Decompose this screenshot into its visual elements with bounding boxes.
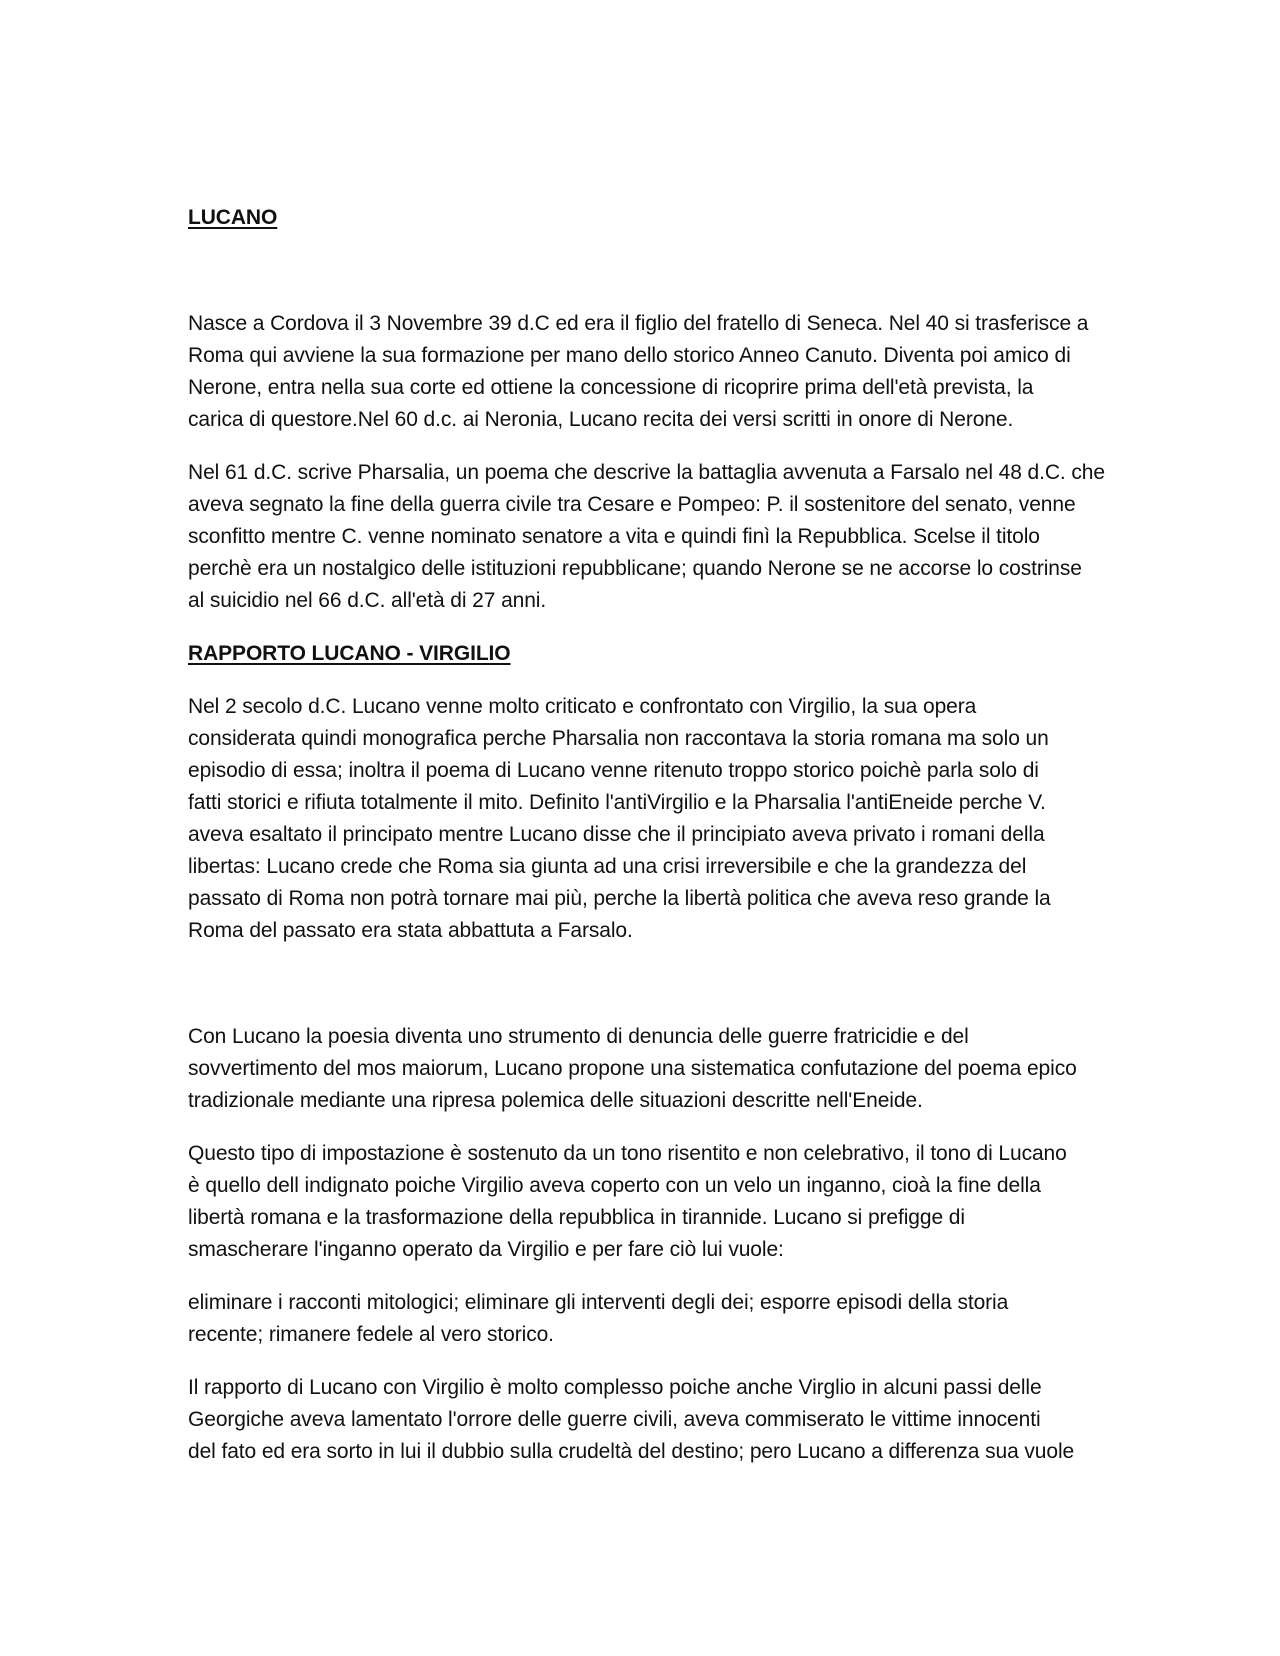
section-heading: RAPPORTO LUCANO - VIRGILIO [188,642,511,665]
paragraph-2-line-1: Nel 61 d.C. scrive Pharsalia, un poema che descrive la battaglia avvenuta a Farsalo nel 48 d.C. che [188,461,1105,484]
paragraph-1-line-3: Nerone, entra nella sua corte ed ottiene la concessione di ricoprire prima dell'età prevista, la [188,376,1034,399]
paragraph-7-line-1: Il rapporto di Lucano con Virgilio è molto complesso poiche anche Virglio in alcuni passi delle [188,1376,1042,1399]
document-title: LUCANO [188,206,278,229]
paragraph-7-line-3: del fato ed era sorto in lui il dubbio sulla crudeltà del destino; pero Lucano a differenza sua vuole [188,1440,1075,1463]
paragraph-2-line-2: aveva segnato la fine della guerra civile tra Cesare e Pompeo: P. il sostenitore del senato, venne [188,493,1076,516]
paragraph-3-line-8: Roma del passato era stata abbattuta a Farsalo. [188,919,633,942]
document-page [188,0,1105,1656]
paragraph-3-line-5: aveva esaltato il principato mentre Lucano disse che il principiato aveva privato i romani della [188,823,1045,846]
paragraph-1-line-2: Roma qui avviene la sua formazione per mano dello storico Anneo Canuto. Diventa poi amico di [188,344,1071,367]
paragraph-3-line-7: passato di Roma non potrà tornare mai più, perche la libertà politica che aveva reso grande la [188,887,1051,910]
paragraph-4-line-2: sovvertimento del mos maiorum, Lucano propone una sistematica confutazione del poema epico [188,1057,1077,1080]
paragraph-6-line-2: recente; rimanere fedele al vero storico. [188,1323,554,1346]
paragraph-2-line-4: perchè era un nostalgico delle istituzioni repubblicane; quando Nerone se ne accorse lo costrinse [188,557,1082,580]
paragraph-2-line-5: al suicidio nel 66 d.C. all'età di 27 anni. [188,589,547,612]
paragraph-3-line-4: fatti storici e rifiuta totalmente il mito. Definito l'antiVirgilio e la Pharsalia l'antiEneide perche V. [188,791,1046,814]
paragraph-3-line-2: considerata quindi monografica perche Pharsalia non raccontava la storia romana ma solo un [188,727,1049,750]
paragraph-1-line-1: Nasce a Cordova il 3 Novembre 39 d.C ed era il figlio del fratello di Seneca. Nel 40 si trasferisce a [188,312,1089,335]
paragraph-2-line-3: sconfitto mentre C. venne nominato senatore a vita e quindi finì la Repubblica. Scelse il titolo [188,525,1040,548]
paragraph-4-line-3: tradizionale mediante una ripresa polemica delle situazioni descritte nell'Eneide. [188,1089,923,1112]
paragraph-3-line-6: libertas: Lucano crede che Roma sia giunta ad una crisi irreversibile e che la grandezza del [188,855,1027,878]
paragraph-4-line-1: Con Lucano la poesia diventa uno strumento di denuncia delle guerre fratricidie e del [188,1025,969,1048]
paragraph-7-line-2: Georgiche aveva lamentato l'orrore delle guerre civili, aveva commiserato le vittime innocenti [188,1408,1041,1431]
paragraph-6-line-1: eliminare i racconti mitologici; eliminare gli interventi degli dei; esporre episodi della storia [188,1291,1009,1314]
paragraph-5-line-2: è quello dell indignato poiche Virgilio aveva coperto con un velo un inganno, cioà la fine della [188,1174,1041,1197]
paragraph-5-line-1: Questo tipo di impostazione è sostenuto da un tono risentito e non celebrativo, il tono di Lucano [188,1142,1067,1165]
paragraph-5-line-4: smascherare l'inganno operato da Virgilio e per fare ciò lui vuole: [188,1238,784,1261]
paragraph-3-line-3: episodio di essa; inoltra il poema di Lucano venne ritenuto troppo storico poichè parla solo di [188,759,1039,782]
paragraph-3-line-1: Nel 2 secolo d.C. Lucano venne molto criticato e confrontato con Virgilio, la sua opera [188,695,977,718]
paragraph-1-line-4: carica di questore.Nel 60 d.c. ai Neronia, Lucano recita dei versi scritti in onore di Nerone. [188,408,1014,431]
paragraph-5-line-3: libertà romana e la trasformazione della repubblica in tirannide. Lucano si prefigge di [188,1206,965,1229]
